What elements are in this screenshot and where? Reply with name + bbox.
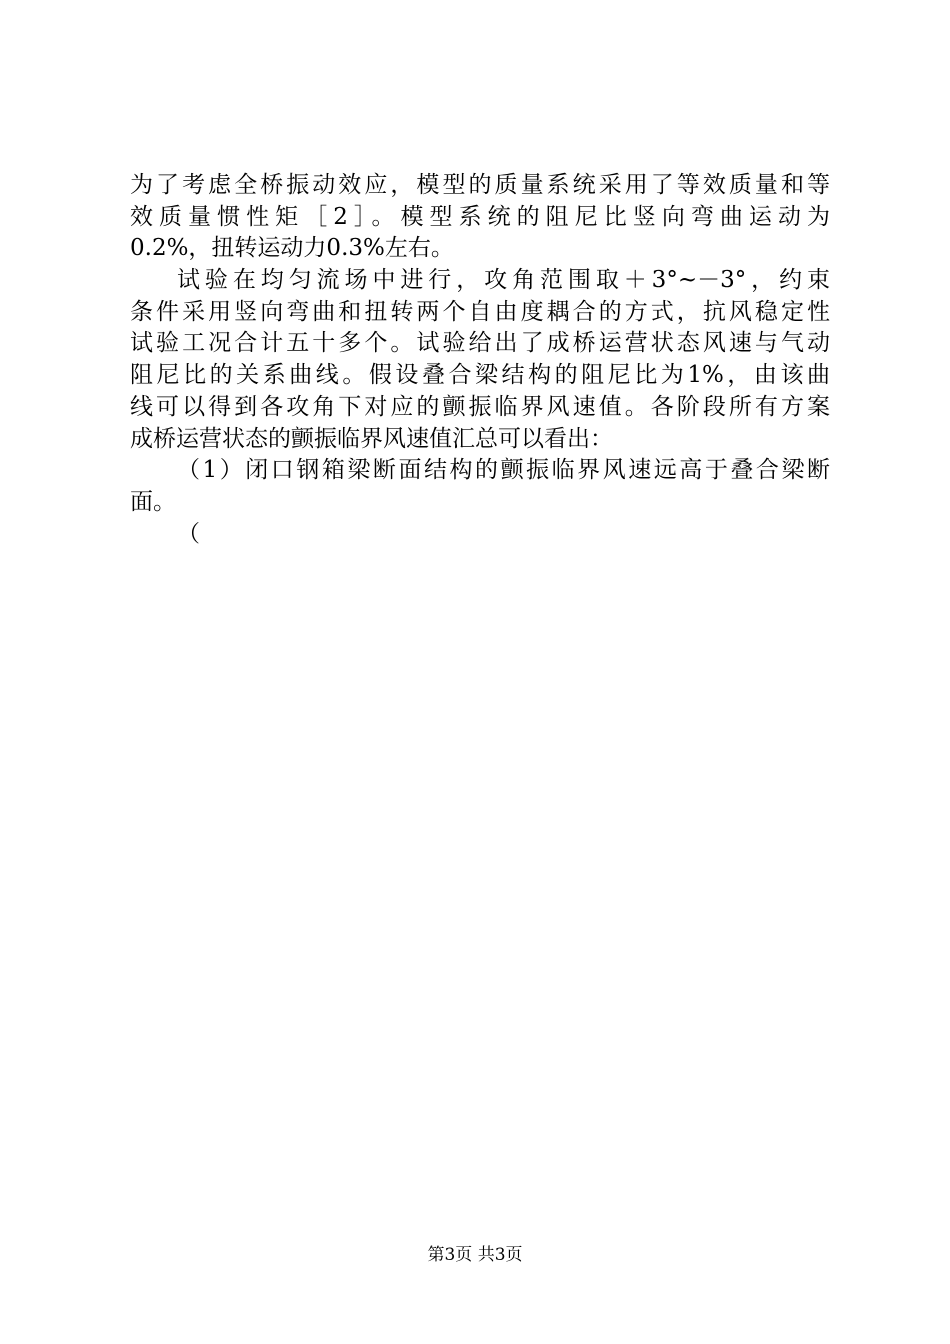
text-line: 效质量惯性矩［2］。模型系统的阻尼比竖向弯曲运动为 xyxy=(130,203,830,230)
text-line: 阻尼比的关系曲线。假设叠合梁结构的阻尼比为1%，由该曲 xyxy=(130,362,830,389)
text-line: 面。 xyxy=(130,488,176,515)
text-line: 试验在均匀流场中进行，攻角范围取＋3°~－3°，约束 xyxy=(177,267,830,294)
text-line: （ xyxy=(177,520,200,547)
text-line: 0.2%，扭转运动力0.3%左右。 xyxy=(130,235,454,262)
text-line: 条件采用竖向弯曲和扭转两个自由度耦合的方式，抗风稳定性 xyxy=(130,298,830,325)
page-number-footer: 第3页 共3页 xyxy=(427,1245,523,1265)
body-text xyxy=(130,170,830,550)
text-line: （1）闭口钢箱梁断面结构的颤振临界风速远高于叠合梁断 xyxy=(177,457,830,484)
text-line: 试验工况合计五十多个。试验给出了成桥运营状态风速与气动 xyxy=(130,330,830,357)
text-line: 线可以得到各攻角下对应的颤振临界风速值。各阶段所有方案 xyxy=(130,393,830,420)
text-line: 成桥运营状态的颤振临界风速值汇总可以看出： xyxy=(130,425,613,452)
text-line: 为了考虑全桥振动效应，模型的质量系统采用了等效质量和等 xyxy=(130,172,830,198)
